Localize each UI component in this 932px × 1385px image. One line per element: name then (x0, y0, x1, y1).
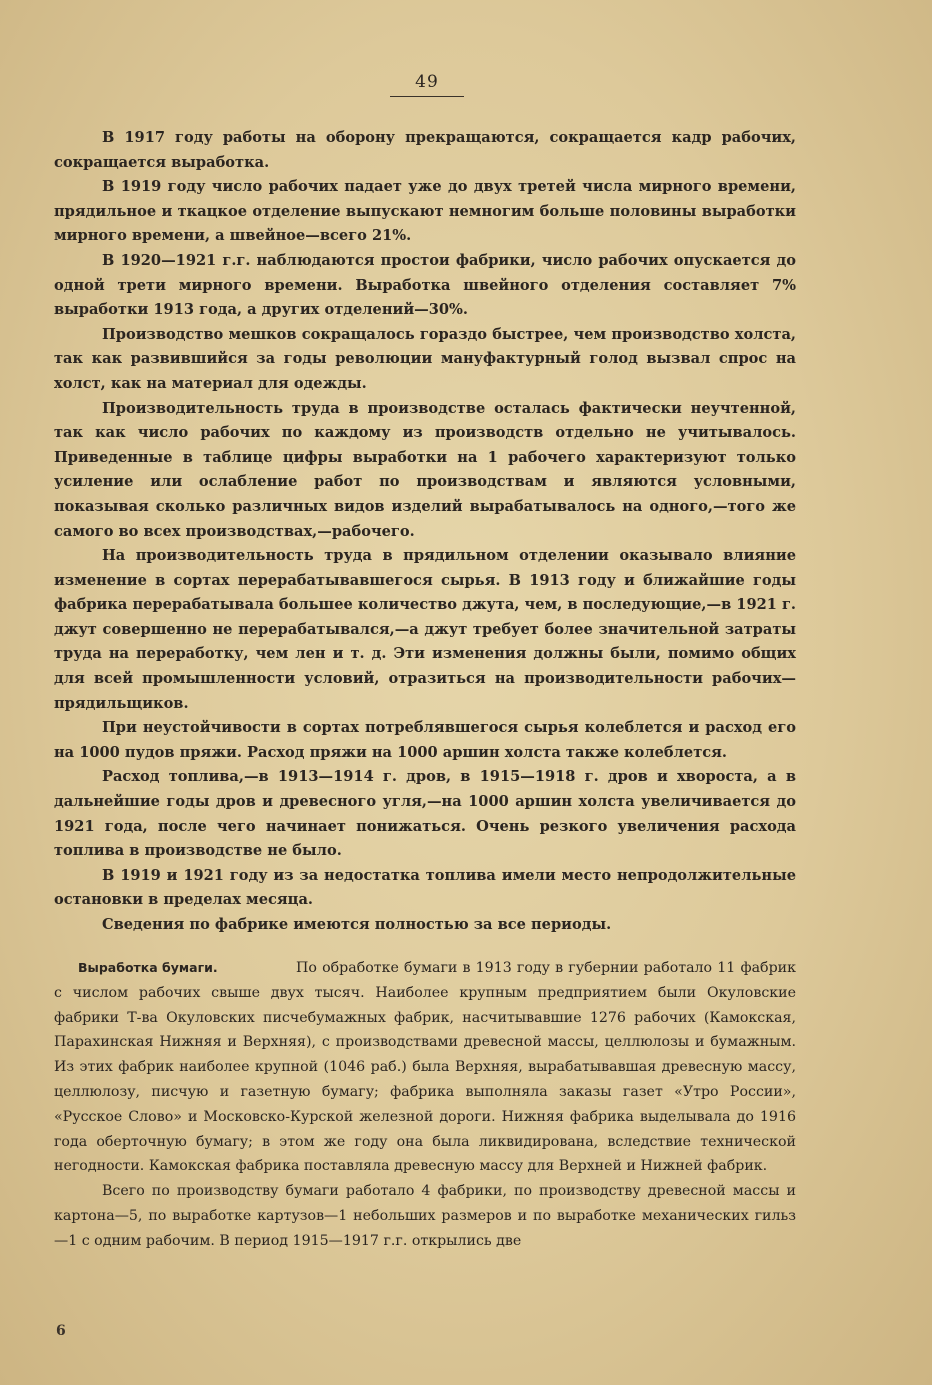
paragraph: На производительность труда в прядильном отделении оказывало влияние изменение в сортах перерабатывавшегося сырья. В 1913 году и ближайшие годы фабрика перерабатывала большее количество джута, чем, в последующие,—в 1921 г. джут совершенно не перерабатывался,—а джут требует более значительной затраты труда на переработку, чем лен и т. д. Эти изменения должны были, помимо общих для всей промышленности условий, отразиться на производительности рабочих—прядильщиков. (54, 547, 797, 712)
paragraph: Производство мешков сокращалось гораздо быстрее, чем производство холста, так как развившийся за годы революции мануфактурный голод вызвал спрос на холст, как на материал для одежды. (54, 325, 796, 392)
section-heading: Выработка бумаги. (78, 960, 218, 975)
paragraph: Расход топлива,—в 1913—1914 г. дров, в 1915—1918 г. дров и хвороста, а в дальнейшие годы дров и древесного угля,—на 1000 аршин холста увеличивается до 1921 года, после чего начинает понижаться. Очень резкого увеличения расхода топлива в производстве не было. (54, 768, 796, 860)
paragraph: При неустойчивости в сортах потреблявшегося сырья колеблется и расход его на 1000 пудов пряжи. Расход пряжи на 1000 аршин холста также колеблется. (54, 719, 796, 761)
paragraph: Производительность труда в производстве осталась фактически неучтенной, так как число рабочих по каждому из производств отдельно не учитывалось. Приведенные в таблице цифры выработки на 1 рабочего характеризуют только усиление или ослабление работ по производствам и являются условными, показывая сколько различных видов изделий вырабатывалось на одного,—того же самого во всех производствах,—рабочего. (54, 399, 796, 540)
paragraph: В 1917 году работы на оборону прекращаются, сокращается кадр рабочих, сокращается выработка. (54, 129, 796, 171)
paragraph: В 1920—1921 г.г. наблюдаются простои фабрики, число рабочих опускается до одной трети мирного времени. Выработка швейного отделения составляет 7% выработки 1913 года, а других отделений—30%. (54, 251, 796, 319)
section-first-paragraph (54, 956, 796, 1179)
main-text (54, 126, 796, 938)
section-paragraph: Всего по производству бумаги работало 4 фабрики, по производству древесной массы и картона—5, по выработке картузов—1 небольших размеров и по выработке механических гильз—1 с одним рабочим. В период 1915—1917 г.г. открылись две (54, 1183, 796, 1249)
paragraph: В 1919 и 1921 году из за недостатка топлива имели место непродолжительные остановки в пределах месяца. (54, 866, 796, 909)
paragraph: Сведения по фабрике имеются полностью за все периоды. (102, 916, 612, 933)
paper-production-section (54, 956, 796, 1254)
page-number: 49 (390, 72, 464, 97)
paragraph: В 1919 году число рабочих падает уже до двух третей числа мирного времени, прядильное и ткацкое отделение выпускают немногим больше половины выработки мирного времени, а швейное—всего 21%. (54, 178, 796, 245)
footer-mark: 6 (56, 1323, 66, 1339)
section-paragraph-text: По обработке бумаги в 1913 году в губернии работало 11 фабрик с числом рабочих свыше двух тысяч. Наиболее крупным предприятием были Окуловские фабрики Т-ва Окуловских писчебумажных фабрик, насчитывавшие 1276 рабочих (Камокская, Парахинская Нижняя и Верхняя), с производствами древесной массы, целлюлозы и бумажным. Из этих фабрик наиболее крупной (1046 раб.) была Верхняя, вырабатывавшая древесную массу, целлюлозу, писчую и газетную бумагу; фабрика выполняла заказы газет «Утро России», «Русское Слово» и Московско-Курской железной дороги. Нижняя фабрика выделывала до 1916 года оберточную бумагу; в этом же году она была ликвидирована, вследствие технической негодности. Камокская фабрика поставляла древесную массу для Верхней и Нижней фабрик. (54, 960, 796, 1175)
